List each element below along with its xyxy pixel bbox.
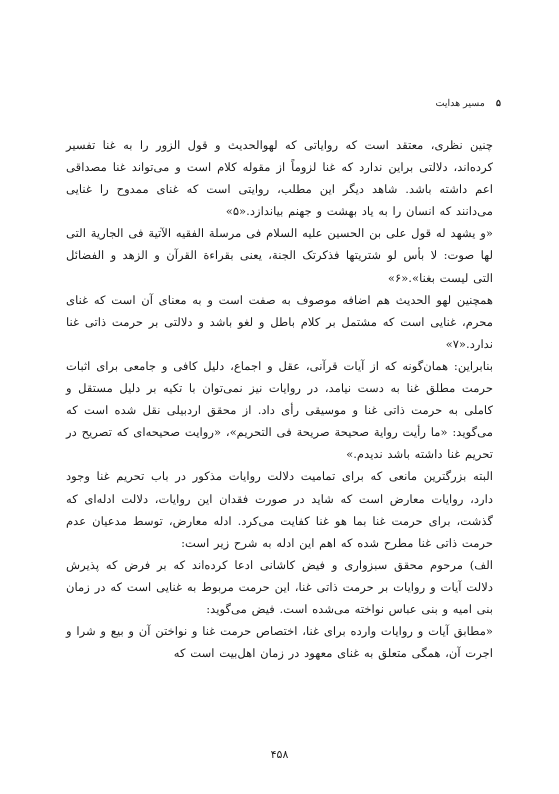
paragraph-4: بنابراین: همان‌گونه که از آیات قرآنی، عقل و اجماع، دلیل کافی و جامعی برای اثبات حرمت مطلق غنا به دست نیامد، در روایات نیز نمی‌توان با تکیه بر دلیل مستقل و کاملی به حرمت ذاتی غنا و موسیقی رأی داد. از محقق اردبیلی نقل شده است که می‌گوید: «ما رأیت روایة صحیحة صریحة فی التحریم»، «روایت صحیحه‌ای که تصریح در تحریم غنا داشته باشد ندیدم.» <box>66 358 493 462</box>
paragraph-3: همچنین لهو الحدیث هم اضافه موصوف به صفت است و به معنای آن است که غنای محرم، غنایی است که مشتمل بر کلام باطل و لغو باشد و دلالتی بر حرمت ذاتی غنا ندارد.«۷» <box>66 292 493 351</box>
page-number: ۴۵۸ <box>270 748 289 761</box>
paragraph-2-arabic-quote: «و یشهد له قول علی بن الحسین علیه السلام فی مرسلة الفقیه الآتیة فی الجاریة التی لها صوت: لا بأس لو شتریتها فذکرتک الجنة، یعنی بقراءة القرآن و الزهد و الفضائل التی لیست بغنا».«۶» <box>66 226 493 285</box>
paragraph-1: چنین نظری، معتقد است که روایاتی که لهوالحدیث و قول الزور را به غنا تفسیر کرده‌اند، دلالتی براین ندارد که غنا لزوماً از مقوله کلام است و می‌تواند غنا مصداقی اعم داشته باشد. شاهد دیگر این مطلب، روایتی است که غنای ممدوح را غنایی می‌دانند که انسان را به یاد بهشت و جهنم بیاندازد.«۵» <box>66 138 493 219</box>
paragraph-7: «مطابق آیات و روایات وارده برای غنا، اختصاص حرمت غنا و نواختن آن و بیع و شرا و اجرت آن، همگی متعلق به غنای معهود در زمان اهل‌بیت است که <box>66 624 493 661</box>
header-page-mark: ۵ <box>495 98 501 109</box>
running-header <box>70 98 501 112</box>
body-text <box>66 134 493 664</box>
paragraph-6: الف) مرحوم محقق سبزواری و فیض کاشانی ادعا کرده‌اند که بر فرض که پذیرش دلالت آیات و روایات بر حرمت ذاتی غنا، این حرمت مربوط به غنایی است که در زمان بنی امیه و بنی عباس نواخته می‌شده است. فیض می‌گوید: <box>66 557 493 616</box>
header-running-title: مسیر هدایت <box>435 98 485 109</box>
paragraph-5: البته بزرگترین مانعی که برای تمامیت دلالت روایات مذکور در باب تحریم غنا وجود دارد، روایات معارض است که شاید در صورت فقدان این روایات، دلالت ادله‌ای که گذشت، برای حرمت غنا بما هو غنا کفایت می‌کرد. ادله معارض، توسط مدعیان عدم حرمت ذاتی غنا مطرح شده که اهم این ادله به شرح زیر است: <box>66 469 493 550</box>
